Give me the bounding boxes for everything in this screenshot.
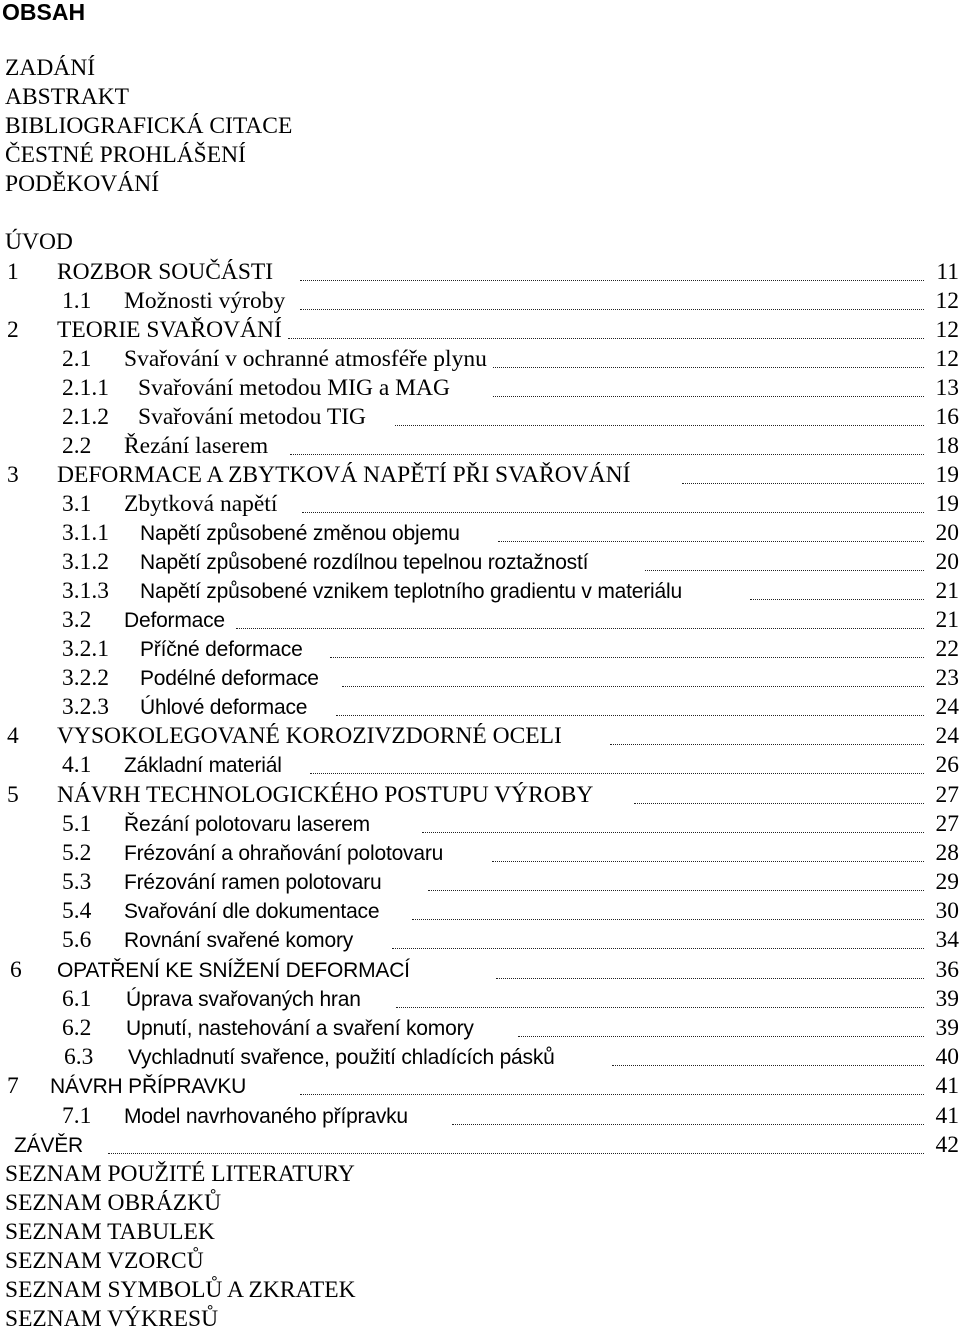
toc-leader-dots bbox=[396, 985, 924, 1008]
toc-back-tabulky[interactable]: SEZNAM TABULEK bbox=[5, 1219, 215, 1245]
toc-entry[interactable] bbox=[0, 956, 960, 985]
toc-entry-title: Svařování metodou MIG a MAG bbox=[138, 375, 450, 401]
toc-entry-title: OPATŘENÍ KE SNÍŽENÍ DEFORMACÍ bbox=[57, 959, 410, 982]
toc-front-citace[interactable]: BIBLIOGRAFICKÁ CITACE bbox=[5, 113, 293, 139]
toc-entry-number: 2.1.2 bbox=[62, 404, 109, 430]
toc-leader-dots bbox=[300, 287, 924, 310]
toc-entry-number: 2.2 bbox=[62, 433, 92, 459]
toc-entry-number: 3.2.2 bbox=[62, 665, 109, 691]
toc-entry-title: Příčné deformace bbox=[140, 638, 303, 661]
toc-leader-dots bbox=[493, 374, 924, 397]
toc-entry-page: 21 bbox=[935, 607, 959, 633]
toc-leader-dots bbox=[682, 461, 924, 484]
toc-entry-title: Frézování ramen polotovaru bbox=[124, 871, 382, 894]
toc-entry-number: 2 bbox=[7, 317, 19, 343]
toc-entry-page: 29 bbox=[935, 869, 959, 895]
toc-leader-dots bbox=[518, 1014, 924, 1037]
toc-entry-number: 6.2 bbox=[62, 1015, 92, 1041]
toc-entry[interactable] bbox=[0, 635, 960, 664]
toc-entry-number: 5 bbox=[7, 782, 19, 808]
toc-entry[interactable] bbox=[0, 1102, 960, 1131]
toc-leader-dots bbox=[300, 1072, 924, 1095]
toc-entry-title: ROZBOR SOUČÁSTI bbox=[57, 259, 274, 285]
toc-entry-title: Frézování a ohraňování polotovaru bbox=[124, 842, 444, 865]
toc-entry-page: 30 bbox=[935, 898, 959, 924]
toc-entry[interactable] bbox=[0, 985, 960, 1014]
toc-entry-number: 3 bbox=[7, 462, 19, 488]
toc-entry[interactable] bbox=[0, 781, 960, 810]
toc-entry-title: Řezání laserem bbox=[124, 433, 269, 459]
toc-entry-title: Napětí způsobené změnou objemu bbox=[140, 522, 460, 545]
toc-entry-page: 13 bbox=[935, 375, 959, 401]
toc-back-literatura[interactable]: SEZNAM POUŽITÉ LITERATURY bbox=[5, 1161, 355, 1187]
toc-entry-title: Základní materiál bbox=[124, 754, 282, 777]
toc-entry-number: 7.1 bbox=[62, 1103, 92, 1129]
toc-back-obrazky[interactable]: SEZNAM OBRÁZKŮ bbox=[5, 1190, 222, 1216]
toc-entry-page: 12 bbox=[935, 346, 959, 372]
toc-leader-dots bbox=[108, 1131, 924, 1154]
toc-entry-title: Svařování dle dokumentace bbox=[124, 900, 380, 923]
toc-entry-title: VYSOKOLEGOVANÉ KOROZIVZDORNÉ OCELI bbox=[57, 723, 562, 749]
toc-entry-page: 41 bbox=[935, 1103, 959, 1129]
toc-entry-number: 7 bbox=[7, 1073, 19, 1099]
toc-entry-number: 3.1 bbox=[62, 491, 92, 517]
toc-entry-title: Úprava svařovaných hran bbox=[126, 988, 361, 1011]
toc-front-prohlaseni[interactable]: ČESTNÉ PROHLÁŠENÍ bbox=[5, 142, 246, 168]
toc-entry[interactable] bbox=[0, 287, 960, 316]
toc-entry-title: Úhlové deformace bbox=[140, 696, 308, 719]
toc-leader-dots bbox=[395, 403, 924, 426]
toc-entry[interactable] bbox=[0, 403, 960, 432]
toc-entry-page: 12 bbox=[935, 288, 959, 314]
toc-entry-number: 3.2.1 bbox=[62, 636, 109, 662]
toc-entry-title: DEFORMACE A ZBYTKOVÁ NAPĚTÍ PŘI SVAŘOVÁNÍ bbox=[57, 462, 631, 488]
toc-entry-page: 11 bbox=[936, 259, 959, 285]
toc-leader-dots bbox=[412, 897, 924, 920]
toc-entry[interactable] bbox=[0, 577, 960, 606]
toc-entry[interactable] bbox=[0, 722, 960, 751]
toc-entry-number: 6 bbox=[10, 957, 22, 983]
toc-entry-title: Rovnání svařené komory bbox=[124, 929, 354, 952]
toc-entry-title: Řezání polotovaru laserem bbox=[124, 813, 370, 836]
toc-entry-number: 3.2 bbox=[62, 607, 92, 633]
toc-leader-dots bbox=[452, 1102, 924, 1125]
toc-entry-number: 2.1 bbox=[62, 346, 92, 372]
toc-entry-number: 5.2 bbox=[62, 840, 92, 866]
toc-entry-page: 21 bbox=[935, 578, 959, 604]
toc-entry-title: Možnosti výroby bbox=[124, 288, 286, 314]
toc-entry-number: 5.1 bbox=[62, 811, 92, 837]
toc-entry-title: Napětí způsobené vznikem teplotního gradientu v materiálu bbox=[140, 580, 682, 603]
toc-entry-page: 28 bbox=[935, 840, 959, 866]
toc-leader-dots bbox=[392, 926, 924, 949]
toc-entry-page: 27 bbox=[935, 782, 959, 808]
toc-entry-number: 5.6 bbox=[62, 927, 92, 953]
toc-entry-title: NÁVRH PŘÍPRAVKU bbox=[50, 1075, 247, 1098]
toc-entry-page: 16 bbox=[935, 404, 959, 430]
toc-entry-number: 3.1.1 bbox=[62, 520, 109, 546]
toc-leader-dots bbox=[610, 722, 924, 745]
toc-back-vzorce[interactable]: SEZNAM VZORCŮ bbox=[5, 1248, 204, 1274]
toc-entry-page: 39 bbox=[935, 1015, 959, 1041]
toc-leader-dots bbox=[492, 839, 924, 862]
toc-entry-number: 3.2.3 bbox=[62, 694, 109, 720]
toc-entry[interactable] bbox=[0, 751, 960, 780]
toc-entry-number: 5.3 bbox=[62, 869, 92, 895]
toc-entry[interactable] bbox=[0, 345, 960, 374]
toc-leader-dots bbox=[612, 1043, 924, 1066]
toc-entry-title: Upnutí, nastehování a svaření komory bbox=[126, 1017, 474, 1040]
toc-entry-page: 24 bbox=[935, 723, 959, 749]
toc-leader-dots bbox=[336, 693, 924, 716]
toc-leader-dots bbox=[342, 664, 924, 687]
toc-intro[interactable]: ÚVOD bbox=[5, 229, 73, 255]
toc-entry[interactable] bbox=[0, 1043, 960, 1072]
toc-entry-title: Svařování v ochranné atmosféře plynu bbox=[124, 346, 487, 372]
toc-entry-title: Napětí způsobené rozdílnou tepelnou roztažností bbox=[140, 551, 589, 574]
toc-entry-page: 12 bbox=[935, 317, 959, 343]
toc-leader-dots bbox=[750, 577, 924, 600]
toc-leader-dots bbox=[300, 258, 924, 281]
toc-back-vykresy[interactable]: SEZNAM VÝKRESŮ bbox=[5, 1306, 219, 1332]
toc-entry-title: Vychladnutí svařence, použití chladících pásků bbox=[128, 1046, 555, 1069]
toc-entry-number: 4.1 bbox=[62, 752, 92, 778]
toc-entry-page: 41 bbox=[935, 1073, 959, 1099]
toc-entry-number: 3.1.3 bbox=[62, 578, 109, 604]
page-title: OBSAH bbox=[2, 0, 86, 25]
toc-entry-page: 39 bbox=[935, 986, 959, 1012]
toc-entry-page: 42 bbox=[935, 1132, 959, 1158]
toc-entry-number: 1.1 bbox=[62, 288, 92, 314]
toc-entry[interactable] bbox=[0, 258, 960, 287]
toc-leader-dots bbox=[645, 548, 924, 571]
toc-entry[interactable] bbox=[0, 1014, 960, 1043]
toc-entry[interactable] bbox=[0, 461, 960, 490]
toc-entry-page: 36 bbox=[935, 957, 959, 983]
toc-entry-title: Svařování metodou TIG bbox=[138, 404, 367, 430]
toc-entry[interactable] bbox=[0, 432, 960, 461]
toc-leader-dots bbox=[290, 432, 924, 455]
toc-entry[interactable] bbox=[0, 926, 960, 955]
toc-entry-page: 19 bbox=[935, 491, 959, 517]
toc-leader-dots bbox=[310, 751, 924, 774]
toc-entry-number: 3.1.2 bbox=[62, 549, 109, 575]
toc-entry-title: TEORIE SVAŘOVÁNÍ bbox=[57, 317, 282, 343]
toc-entry[interactable] bbox=[0, 897, 960, 926]
toc-entry-number: 5.4 bbox=[62, 898, 92, 924]
toc-leader-dots bbox=[302, 490, 924, 513]
toc-entry-number: 6.3 bbox=[64, 1044, 94, 1070]
toc-leader-dots bbox=[330, 635, 924, 658]
toc-front-abstrakt[interactable]: ABSTRAKT bbox=[5, 84, 130, 110]
toc-entry[interactable] bbox=[0, 810, 960, 839]
toc-entry-number: 1 bbox=[7, 259, 19, 285]
toc-entry-page: 40 bbox=[935, 1044, 959, 1070]
toc-entry[interactable] bbox=[0, 664, 960, 693]
toc-entry-title: Model navrhovaného přípravku bbox=[124, 1105, 408, 1128]
toc-leader-dots bbox=[288, 316, 924, 339]
toc-entry-title: Deformace bbox=[124, 609, 225, 632]
toc-leader-dots bbox=[498, 519, 924, 542]
toc-entry-number: 6.1 bbox=[62, 986, 92, 1012]
toc-entry-page: 20 bbox=[935, 549, 959, 575]
toc-entry[interactable] bbox=[0, 316, 960, 345]
toc-front-zadani[interactable]: ZADÁNÍ bbox=[5, 55, 96, 81]
toc-entry[interactable] bbox=[0, 693, 960, 722]
toc-entry-title: Zbytková napětí bbox=[124, 491, 278, 517]
toc-entry-title: ZÁVĚR bbox=[14, 1134, 84, 1157]
toc-entry-page: 26 bbox=[935, 752, 959, 778]
toc-back-symboly[interactable]: SEZNAM SYMBOLŮ A ZKRATEK bbox=[5, 1277, 356, 1303]
toc-leader-dots bbox=[634, 781, 924, 804]
toc-front-podekovani[interactable]: PODĚKOVÁNÍ bbox=[5, 171, 160, 197]
toc-entry-page: 22 bbox=[935, 636, 959, 662]
toc-entry[interactable] bbox=[0, 374, 960, 403]
toc-entry-page: 34 bbox=[935, 927, 959, 953]
toc-entry-number: 4 bbox=[7, 723, 19, 749]
toc-entry[interactable] bbox=[0, 519, 960, 548]
toc-entry[interactable] bbox=[0, 839, 960, 868]
toc-entry-page: 24 bbox=[935, 694, 959, 720]
toc-leader-dots bbox=[236, 606, 924, 629]
toc-leader-dots bbox=[496, 956, 924, 979]
toc-entry[interactable] bbox=[0, 1072, 960, 1101]
toc-entry-title: NÁVRH TECHNOLOGICKÉHO POSTUPU VÝROBY bbox=[57, 782, 594, 808]
toc-entry-title: Podélné deformace bbox=[140, 667, 319, 690]
toc-leader-dots bbox=[428, 868, 924, 891]
toc-leader-dots bbox=[493, 345, 924, 368]
toc-leader-dots bbox=[422, 810, 924, 833]
toc-entry[interactable] bbox=[0, 868, 960, 897]
toc-entry-page: 19 bbox=[935, 462, 959, 488]
toc-entry-page: 18 bbox=[935, 433, 959, 459]
toc-entry[interactable] bbox=[0, 1131, 960, 1160]
toc-entry[interactable] bbox=[0, 606, 960, 635]
toc-entry-page: 27 bbox=[935, 811, 959, 837]
toc-entry-number: 2.1.1 bbox=[62, 375, 109, 401]
toc-entry[interactable] bbox=[0, 490, 960, 519]
toc-entry-page: 20 bbox=[935, 520, 959, 546]
toc-entry-page: 23 bbox=[935, 665, 959, 691]
toc-entry[interactable] bbox=[0, 548, 960, 577]
